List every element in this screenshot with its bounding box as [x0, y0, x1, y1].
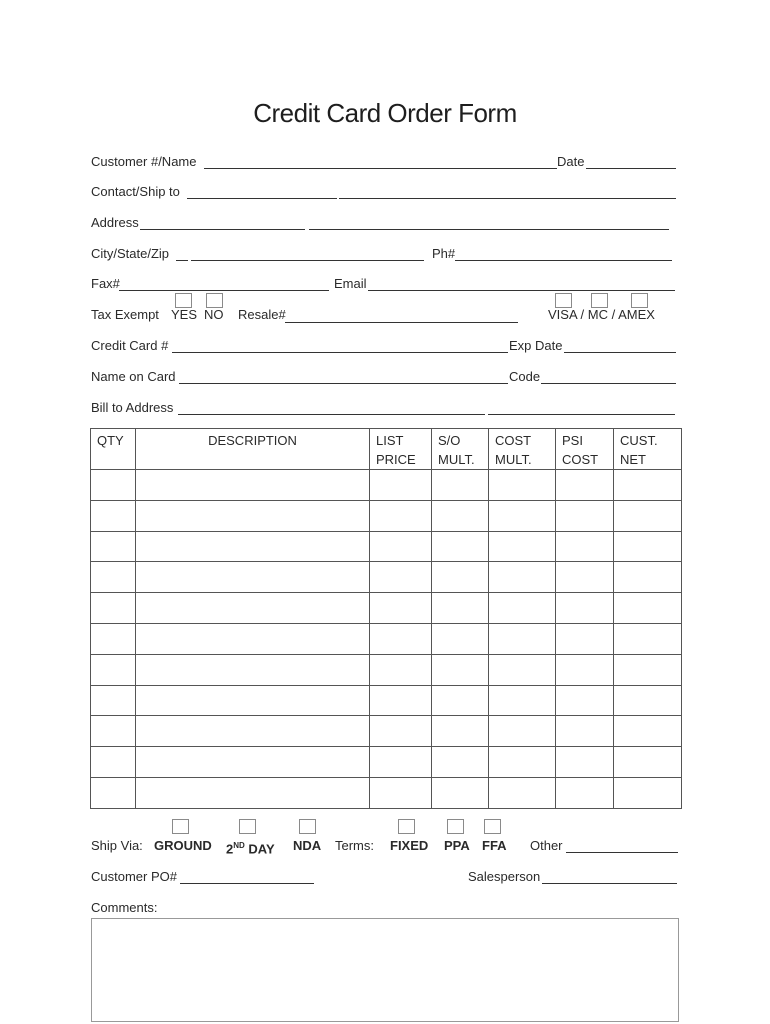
qty-cell[interactable]: [91, 716, 136, 747]
description-header: DESCRIPTION: [136, 429, 370, 470]
cust-net-cell[interactable]: [614, 470, 682, 501]
description-cell[interactable]: [136, 623, 370, 654]
description-cell[interactable]: [136, 562, 370, 593]
tax-exempt-no-checkbox[interactable]: [206, 293, 223, 308]
date-label: Date: [557, 154, 585, 169]
psi-cost-cell[interactable]: [556, 470, 614, 501]
tax-exempt-yes-checkbox[interactable]: [175, 293, 192, 308]
psi-cost-cell[interactable]: [556, 623, 614, 654]
psi-cost-cell[interactable]: [556, 500, 614, 531]
customer-po-label: Customer PO#: [91, 869, 177, 884]
credit-card-field[interactable]: [172, 352, 508, 353]
so-mult-cell[interactable]: [432, 716, 489, 747]
so-mult-cell[interactable]: [432, 593, 489, 624]
cust-net-cell[interactable]: [614, 500, 682, 531]
so-mult-cell[interactable]: [432, 531, 489, 562]
psi-cost-cell[interactable]: [556, 562, 614, 593]
ship-via-label: Ship Via:: [91, 838, 143, 853]
table-row: [91, 470, 682, 501]
description-cell[interactable]: [136, 716, 370, 747]
qty-cell[interactable]: [91, 623, 136, 654]
cost-mult-cell[interactable]: [489, 716, 556, 747]
list-price-cell[interactable]: [370, 623, 432, 654]
cust-net-header: CUST. NET: [614, 429, 682, 470]
qty-cell[interactable]: [91, 562, 136, 593]
psi-cost-cell[interactable]: [556, 593, 614, 624]
description-cell[interactable]: [136, 500, 370, 531]
psi-cost-header: PSI COST: [556, 429, 614, 470]
bill-to-label: Bill to Address: [91, 400, 174, 415]
cost-mult-header: COST MULT.: [489, 429, 556, 470]
cost-mult-cell[interactable]: [489, 747, 556, 778]
psi-cost-cell[interactable]: [556, 747, 614, 778]
so-mult-cell[interactable]: [432, 777, 489, 808]
card-types-label: VISA / MC / AMEX: [548, 307, 655, 322]
name-on-card-field[interactable]: [179, 383, 508, 384]
salesperson-field[interactable]: [542, 883, 677, 884]
city-state-zip-label: City/State/Zip: [91, 246, 170, 261]
list-price-cell[interactable]: [370, 777, 432, 808]
cost-mult-cell[interactable]: [489, 685, 556, 716]
table-header-row: [91, 429, 682, 470]
customer-name-field[interactable]: [204, 168, 557, 169]
address-field-2[interactable]: [309, 229, 669, 230]
list-price-cell[interactable]: [370, 470, 432, 501]
cost-mult-cell[interactable]: [489, 654, 556, 685]
resale-label: Resale#: [238, 307, 286, 322]
salesperson-label: Salesperson: [468, 869, 541, 884]
nda-label: NDA: [293, 838, 322, 853]
table-row: [91, 654, 682, 685]
description-cell[interactable]: [136, 747, 370, 778]
phone-label: Ph#: [432, 246, 456, 261]
cost-mult-cell[interactable]: [489, 500, 556, 531]
name-on-card-label: Name on Card: [91, 369, 176, 384]
list-price-cell[interactable]: [370, 562, 432, 593]
so-mult-header: S/O MULT.: [432, 429, 489, 470]
list-price-header: LIST PRICE: [370, 429, 432, 470]
table-row: [91, 562, 682, 593]
other-label: Other: [530, 838, 563, 853]
address-field-1[interactable]: [140, 229, 305, 230]
yes-label: YES: [171, 307, 198, 322]
description-cell[interactable]: [136, 593, 370, 624]
cost-mult-cell[interactable]: [489, 623, 556, 654]
code-label: Code: [509, 369, 541, 384]
address-label: Address: [91, 215, 139, 230]
ground-label: GROUND: [154, 838, 212, 853]
table-row: [91, 500, 682, 531]
cost-mult-cell[interactable]: [489, 470, 556, 501]
table-row: [91, 747, 682, 778]
qty-cell[interactable]: [91, 685, 136, 716]
order-items-table: [90, 428, 682, 809]
description-cell[interactable]: [136, 470, 370, 501]
list-price-cell[interactable]: [370, 747, 432, 778]
comments-box[interactable]: [91, 918, 679, 1022]
table-row: [91, 777, 682, 808]
other-field[interactable]: [566, 852, 678, 853]
list-price-cell[interactable]: [370, 500, 432, 531]
cust-net-cell[interactable]: [614, 623, 682, 654]
email-field[interactable]: [368, 290, 675, 291]
fax-field[interactable]: [119, 290, 329, 291]
page-title: Credit Card Order Form: [253, 98, 517, 128]
qty-cell[interactable]: [91, 470, 136, 501]
description-cell[interactable]: [136, 531, 370, 562]
so-mult-cell[interactable]: [432, 747, 489, 778]
table-row: [91, 531, 682, 562]
customer-name-label: Customer #/Name: [91, 154, 197, 169]
credit-card-label: Credit Card #: [91, 338, 169, 353]
code-field[interactable]: [541, 383, 676, 384]
table-row: [91, 716, 682, 747]
comments-label: Comments:: [91, 900, 158, 915]
no-label: NO: [204, 307, 224, 322]
list-price-cell[interactable]: [370, 531, 432, 562]
list-price-cell[interactable]: [370, 685, 432, 716]
cust-net-cell[interactable]: [614, 562, 682, 593]
ground-checkbox[interactable]: [172, 819, 189, 834]
fax-label: Fax#: [91, 276, 120, 291]
amex-checkbox[interactable]: [631, 293, 648, 308]
table-row: [91, 593, 682, 624]
so-mult-cell[interactable]: [432, 623, 489, 654]
so-mult-cell[interactable]: [432, 654, 489, 685]
ship-to-field[interactable]: [339, 198, 676, 199]
ffa-label: FFA: [482, 838, 507, 853]
bill-to-field-2[interactable]: [488, 414, 675, 415]
qty-cell[interactable]: [91, 654, 136, 685]
qty-cell[interactable]: [91, 500, 136, 531]
exp-date-label: Exp Date: [509, 338, 563, 353]
fixed-checkbox[interactable]: [398, 819, 415, 834]
fixed-label: FIXED: [390, 838, 429, 853]
description-cell[interactable]: [136, 685, 370, 716]
cust-net-cell[interactable]: [614, 747, 682, 778]
city-field[interactable]: [176, 260, 188, 261]
phone-field[interactable]: [455, 260, 672, 261]
cost-mult-cell[interactable]: [489, 562, 556, 593]
table-row: [91, 685, 682, 716]
ppa-checkbox[interactable]: [447, 819, 464, 834]
visa-checkbox[interactable]: [555, 293, 572, 308]
email-label: Email: [334, 276, 367, 291]
psi-cost-cell[interactable]: [556, 685, 614, 716]
cust-net-cell[interactable]: [614, 654, 682, 685]
cost-mult-cell[interactable]: [489, 531, 556, 562]
list-price-cell[interactable]: [370, 654, 432, 685]
list-price-cell[interactable]: [370, 716, 432, 747]
table-row: [91, 623, 682, 654]
cust-net-cell[interactable]: [614, 777, 682, 808]
psi-cost-cell[interactable]: [556, 654, 614, 685]
cost-mult-cell[interactable]: [489, 593, 556, 624]
state-zip-field[interactable]: [191, 260, 424, 261]
description-cell[interactable]: [136, 654, 370, 685]
cust-net-cell[interactable]: [614, 593, 682, 624]
second-day-label: 2ND DAY: [226, 841, 275, 857]
so-mult-cell[interactable]: [432, 500, 489, 531]
exp-date-field[interactable]: [564, 352, 676, 353]
qty-cell[interactable]: [91, 747, 136, 778]
ppa-label: PPA: [444, 838, 470, 853]
qty-cell[interactable]: [91, 531, 136, 562]
so-mult-cell[interactable]: [432, 562, 489, 593]
bill-to-field-1[interactable]: [178, 414, 485, 415]
contact-ship-to-label: Contact/Ship to: [91, 184, 180, 199]
resale-field[interactable]: [285, 322, 518, 323]
list-price-cell[interactable]: [370, 593, 432, 624]
so-mult-cell[interactable]: [432, 470, 489, 501]
ffa-checkbox[interactable]: [484, 819, 501, 834]
so-mult-cell[interactable]: [432, 685, 489, 716]
mc-checkbox[interactable]: [591, 293, 608, 308]
psi-cost-cell[interactable]: [556, 777, 614, 808]
cust-net-cell[interactable]: [614, 531, 682, 562]
cust-net-cell[interactable]: [614, 685, 682, 716]
cost-mult-cell[interactable]: [489, 777, 556, 808]
qty-cell[interactable]: [91, 593, 136, 624]
nda-checkbox[interactable]: [299, 819, 316, 834]
description-cell[interactable]: [136, 777, 370, 808]
contact-field[interactable]: [187, 198, 337, 199]
psi-cost-cell[interactable]: [556, 531, 614, 562]
qty-header: QTY: [91, 429, 136, 470]
date-field[interactable]: [586, 168, 676, 169]
second-day-checkbox[interactable]: [239, 819, 256, 834]
cust-net-cell[interactable]: [614, 716, 682, 747]
qty-cell[interactable]: [91, 777, 136, 808]
psi-cost-cell[interactable]: [556, 716, 614, 747]
customer-po-field[interactable]: [180, 883, 314, 884]
tax-exempt-label: Tax Exempt: [91, 307, 159, 322]
terms-label: Terms:: [335, 838, 374, 853]
